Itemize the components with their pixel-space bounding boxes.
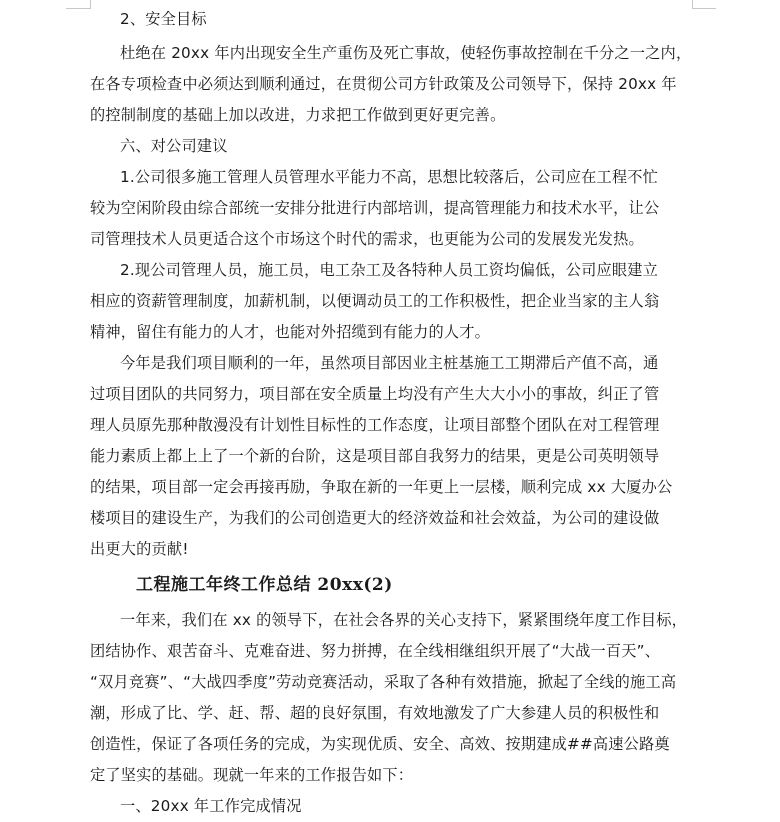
paragraph-line: 较为空闲阶段由综合部统一安排分批进行内部培训，提高管理能力和技术水平，让公 xyxy=(90,199,660,217)
paragraph-line: 1.公司很多施工管理人员管理水平能力不高，思想比较落后，公司应在工程不忙 xyxy=(120,168,659,186)
paragraph-line: 司管理技术人员更适合这个市场这个时代的需求，也更能为公司的发展发光发热。 xyxy=(90,230,644,248)
paragraph-line: 的控制制度的基础上加以改进，力求把工作做到更好更完善。 xyxy=(90,106,506,124)
paragraph-line: 创造性，保证了各项任务的完成，为实现优质、安全、高效、按期建成##高速公路奠 xyxy=(90,735,670,753)
document-body xyxy=(90,0,700,822)
section-heading: 六、对公司建议 xyxy=(120,137,228,155)
paragraph-line: 一年来，我们在 xx 的领导下，在社会各界的关心支持下，紧紧围绕年度工作目标， xyxy=(120,611,687,629)
paragraph-line: 出更大的贡献! xyxy=(90,540,189,558)
paragraph-line: 潮，形成了比、学、赶、帮、超的良好氛围，有效地激发了广大参建人员的积极性和 xyxy=(90,704,660,722)
paragraph-line: 的结果，项目部一定会再接再励，争取在新的一年更上一层楼，顺利完成 xx 大厦办公 xyxy=(90,478,673,496)
crop-mark-top-left xyxy=(66,8,90,9)
paragraph-line: 团结协作、艰苦奋斗、克难奋进、努力拼搏，在全线相继组织开展了“大战一百天”、 xyxy=(90,642,661,660)
document-title: 工程施工年终工作总结 20xx(2) xyxy=(136,575,393,595)
paragraph-line: 楼项目的建设生产，为我们的公司创造更大的经济效益和社会效益，为公司的建设做 xyxy=(90,509,660,527)
paragraph-line: 理人员原先那种散漫没有计划性目标性的工作态度，让项目部整个团队在对工程管理 xyxy=(90,416,660,434)
paragraph-line: 能力素质上都上上了一个新的台阶，这是项目部自我努力的结果，更是公司英明领导 xyxy=(90,447,660,465)
paragraph-line: 过项目团队的共同努力，项目部在安全质量上均没有产生大大小小的事故，纠正了管 xyxy=(90,385,660,403)
paragraph-line: 相应的资薪管理制度，加薪机制，以便调动员工的工作积极性，把企业当家的主人翁 xyxy=(90,292,660,310)
section-heading: 一、20xx 年工作完成情况 xyxy=(120,797,302,815)
paragraph-line: “双月竞赛”、“大战四季度”劳动竞赛活动，采取了各种有效措施，掀起了全线的施工高 xyxy=(90,673,677,691)
paragraph-line: 杜绝在 20xx 年内出现安全生产重伤及死亡事故，使轻伤事故控制在千分之一之内， xyxy=(120,44,692,62)
paragraph-line: 定了坚实的基础。现就一年来的工作报告如下： xyxy=(90,766,414,784)
paragraph-line: 在各专项检查中必须达到顺利通过，在贯彻公司方针政策及公司领导下，保持 20xx 年 xyxy=(90,75,677,93)
section-heading: 2、安全目标 xyxy=(120,10,207,28)
paragraph-line: 今年是我们项目顺利的一年，虽然项目部因业主桩基施工工期滞后产值不高，通 xyxy=(120,354,659,372)
paragraph-line: 精神，留住有能力的人才，也能对外招缆到有能力的人才。 xyxy=(90,323,491,341)
paragraph-line: 2.现公司管理人员，施工员，电工杂工及各特种人员工资均偏低，公司应眼建立 xyxy=(120,261,659,279)
